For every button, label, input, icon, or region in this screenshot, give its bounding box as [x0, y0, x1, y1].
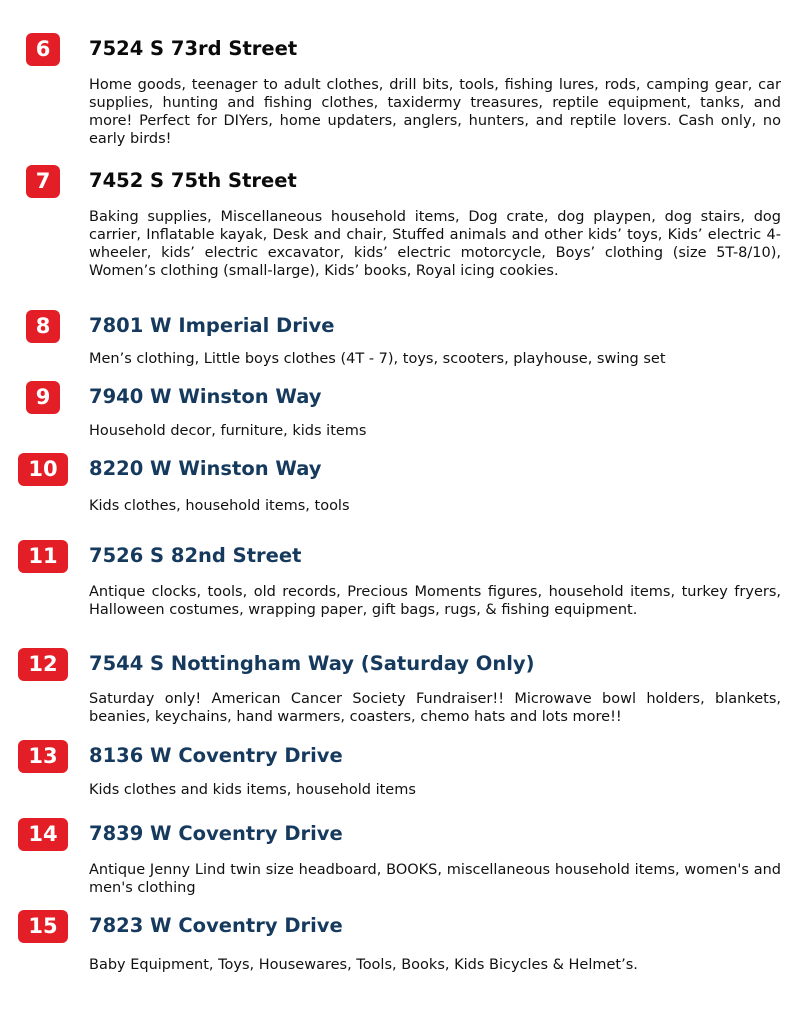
listing-description: Kids clothes and kids items, household items	[89, 782, 416, 798]
listing-description: Kids clothes, household items, tools	[89, 498, 350, 514]
listing-description: Antique Jenny Lind twin size headboard, BOOKS, miscellaneous household items, women's and men's clothing	[89, 862, 781, 896]
listing-address: 8220 W Winston Way	[89, 457, 322, 480]
listing-address: 7452 S 75th Street	[89, 169, 297, 192]
listing-number-badge: 11	[18, 540, 68, 573]
listing-address: 7839 W Coventry Drive	[89, 822, 343, 845]
listing-address: 8136 W Coventry Drive	[89, 744, 343, 767]
listing-number-badge: 6	[26, 33, 60, 66]
listing-number-badge: 8	[26, 310, 60, 343]
listing-description: Men’s clothing, Little boys clothes (4T - 7), toys, scooters, playhouse, swing set	[89, 351, 666, 367]
listing-description: Baby Equipment, Toys, Housewares, Tools, Books, Kids Bicycles & Helmet’s.	[89, 957, 638, 973]
listing-description: Home goods, teenager to adult clothes, drill bits, tools, fishing lures, rods, camping gear, car supplies, hunting and fishing clothes, taxidermy treasures, reptile equipment, tanks, and more! Perfect for DIYers, home updaters, anglers, hunters, and reptile lovers. Cash only, no early birds!	[89, 77, 781, 147]
listing-address: 7524 S 73rd Street	[89, 37, 298, 60]
listing-number-badge: 9	[26, 381, 60, 414]
listing-number-badge: 15	[18, 910, 68, 943]
listing-description: Antique clocks, tools, old records, Precious Moments figures, household items, turkey fryers, Halloween costumes, wrapping paper, gift bags, rugs, & fishing equipment.	[89, 584, 781, 618]
listing-number-badge: 14	[18, 818, 68, 851]
listing-description: Saturday only! American Cancer Society Fundraiser!! Microwave bowl holders, blankets, beanies, keychains, hand warmers, coasters, chemo hats and lots more!!	[89, 691, 781, 725]
listing-number-badge: 10	[18, 453, 68, 486]
listing-address: 7801 W Imperial Drive	[89, 314, 335, 337]
listing-number-badge: 7	[26, 165, 60, 198]
listing-address: 7544 S Nottingham Way (Saturday Only)	[89, 652, 535, 675]
listing-address: 7526 S 82nd Street	[89, 544, 302, 567]
listing-number-badge: 12	[18, 648, 68, 681]
listing-address: 7940 W Winston Way	[89, 385, 322, 408]
listing-description: Baking supplies, Miscellaneous household items, Dog crate, dog playpen, dog stairs, dog carrier, Inflatable kayak, Desk and chair, Stuffed animals and other kids’ toys, Kids’ electric 4-wheeler, kids’ electric excavator, kids’ electric motorcycle, Boys’ clothing (size 5T-8/10), Women’s clothing (small-large), Kids’ books, Royal icing cookies.	[89, 209, 781, 279]
listing-description: Household decor, furniture, kids items	[89, 423, 367, 439]
listing-address: 7823 W Coventry Drive	[89, 914, 343, 937]
listing-number-badge: 13	[18, 740, 68, 773]
